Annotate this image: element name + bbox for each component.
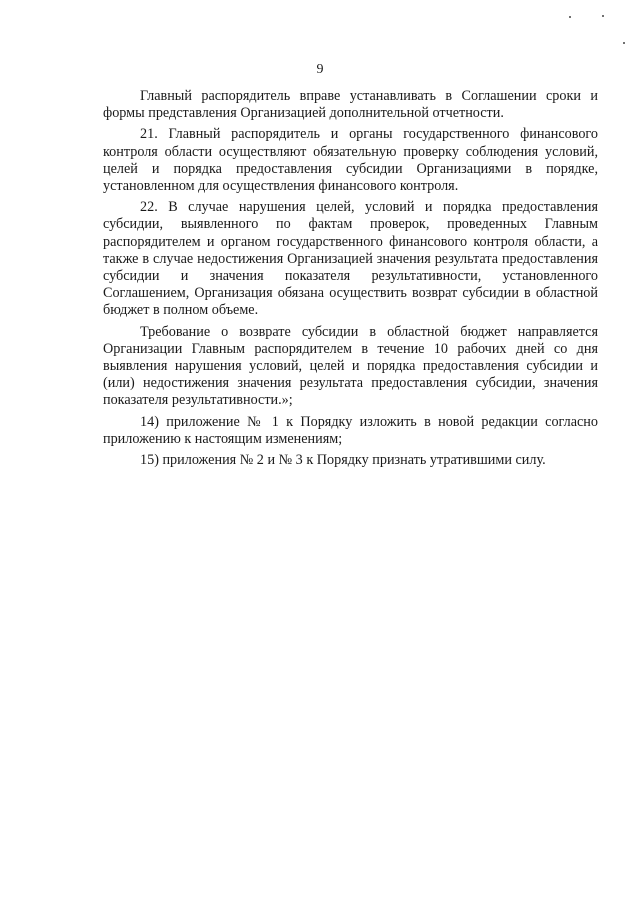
paragraph-14-appendix: 14) приложение № 1 к Порядку изложить в новой редакции согласно приложению к настоящим изменениям; bbox=[103, 413, 598, 447]
paragraph-21-control: 21. Главный распорядитель и органы государственного финансового контроля области осуществляют обязательную проверку соблюдения условий, целей и порядка предоставления субсидии Организациями в порядке, установленном для осуществления финансового контроля. bbox=[103, 126, 598, 195]
paragraph-reporting-terms: Главный распорядитель вправе устанавливать в Соглашении сроки и формы представления Организацией дополнительной отчетности. bbox=[103, 88, 598, 122]
scan-speck bbox=[569, 16, 571, 18]
paragraph-15-appendices: 15) приложения № 2 и № 3 к Порядку признать утратившими силу. bbox=[140, 452, 546, 469]
scan-speck bbox=[623, 42, 625, 44]
paragraph-22-violation: 22. В случае нарушения целей, условий и порядка предоставления субсидии, выявленного по фактам проверок, проведенных Главным распорядителем и органом государственного финансового контроля области, а также в случае недостижения Организацией значения результата предоставления субсидии и значения показателя результативности, установленного Соглашением, Организация обязана осуществить возврат субсидии в областной бюджет в полном объеме. bbox=[103, 199, 598, 319]
page-number: 9 bbox=[316, 62, 324, 77]
scan-speck bbox=[602, 15, 604, 17]
document-body bbox=[103, 88, 598, 473]
paragraph-refund-request: Требование о возврате субсидии в областной бюджет направляется Организации Главным распорядителем в течение 10 рабочих дней со дня выявления нарушения условий, целей и порядка предоставления субсидии и (или) недостижения значения результата предоставления субсидии, значения показателя результативности.»; bbox=[103, 323, 598, 409]
